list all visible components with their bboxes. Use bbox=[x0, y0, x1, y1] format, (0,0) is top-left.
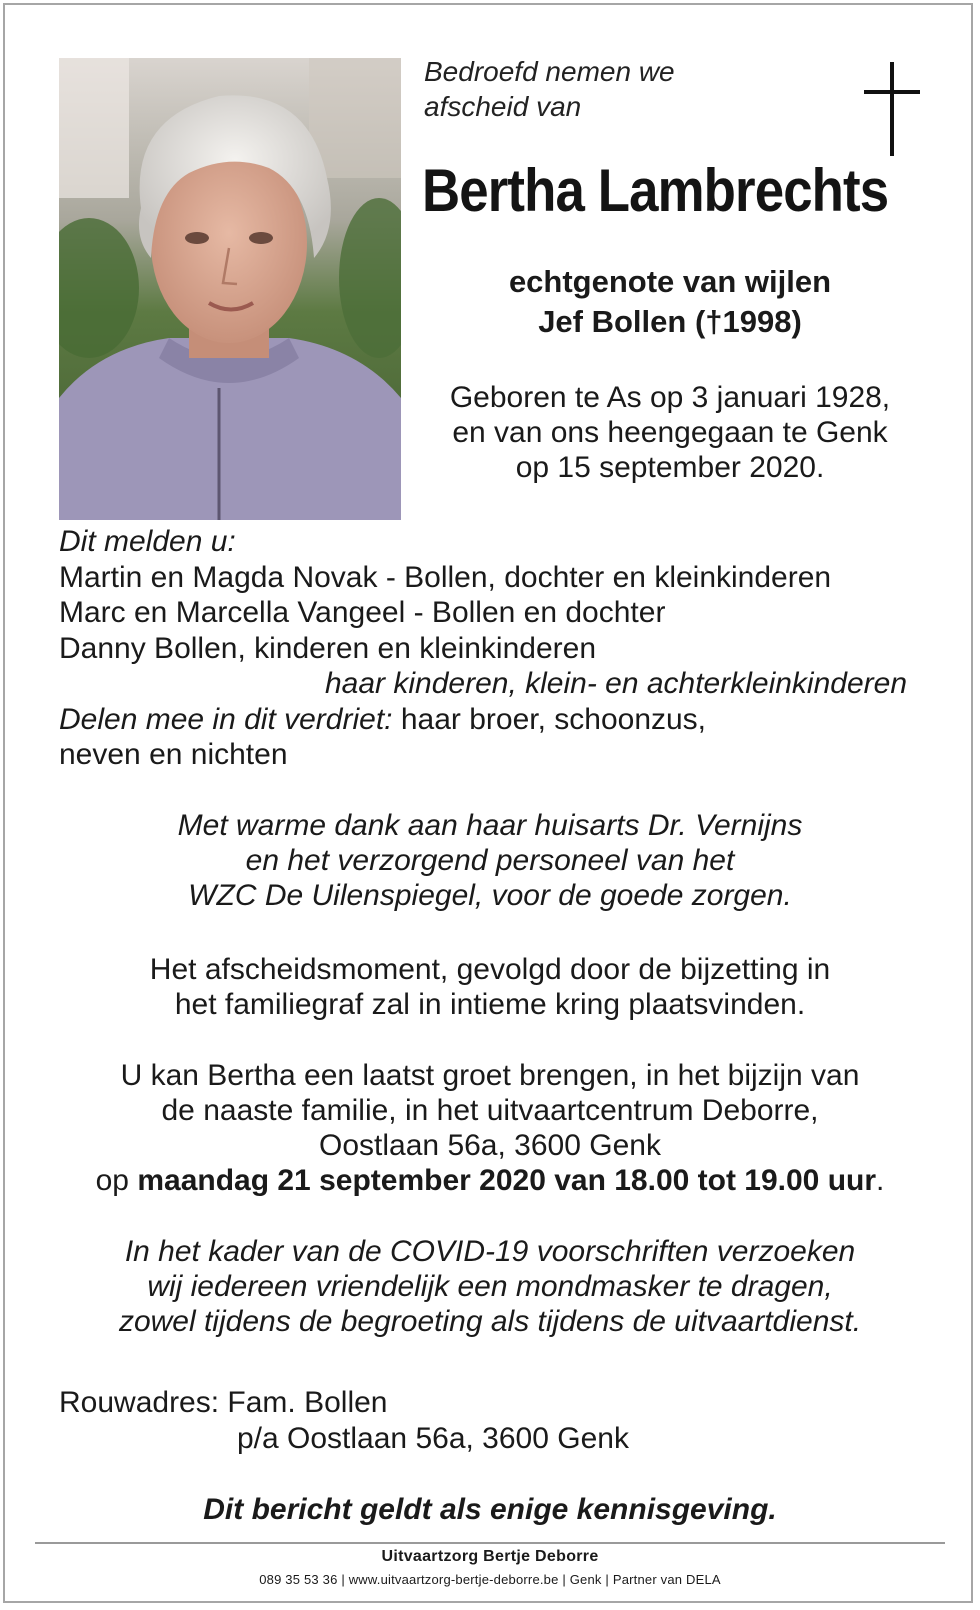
announcer-line: Marc en Marcella Vangeel - Bollen en dochter bbox=[59, 596, 666, 629]
visit-date: maandag 21 september 2020 van 18.00 tot 19.00 uur bbox=[137, 1164, 877, 1197]
footer-divider bbox=[35, 1542, 945, 1544]
announcers-section bbox=[59, 524, 907, 773]
thanks-line: en het verzorgend personeel van het bbox=[245, 844, 735, 877]
covid-line: wij iedereen vriendelijk een mondmasker te dragen, bbox=[147, 1270, 833, 1303]
share-label: Delen mee in dit verdriet: bbox=[59, 702, 393, 736]
portrait-photo bbox=[59, 58, 401, 520]
visit-line: de naaste familie, in het uitvaartcentrum Deborre, bbox=[161, 1094, 819, 1127]
family-line: haar kinderen, klein- en achterkleinkinderen bbox=[325, 667, 908, 700]
thanks-line: WZC De Uilenspiegel, voor de goede zorgen. bbox=[188, 879, 792, 912]
intro-line: Bedroefd nemen we bbox=[424, 56, 675, 87]
mourning-address bbox=[59, 1385, 629, 1457]
share-text: haar broer, schoonzus, bbox=[392, 702, 707, 736]
thanks-section bbox=[20, 808, 960, 913]
announce-heading: Dit melden u: bbox=[59, 525, 236, 558]
ceremony-line: Het afscheidsmoment, gevolgd door de bijzetting in bbox=[149, 953, 831, 986]
birth-death-line: en van ons heengegaan te Genk bbox=[452, 416, 888, 449]
address-line: p/a Oostlaan 56a, 3600 Genk bbox=[237, 1422, 629, 1455]
birth-death-line: Geboren te As op 3 januari 1928, bbox=[449, 381, 891, 414]
address-line: Rouwadres: Fam. Bollen bbox=[59, 1386, 388, 1419]
covid-line: zowel tijdens de begroeting als tijdens de uitvaartdienst. bbox=[118, 1305, 862, 1338]
spouse-line: echtgenote van wijlen bbox=[508, 264, 832, 299]
visitation-section bbox=[20, 1058, 960, 1198]
funeral-company-name: Uitvaartzorg Bertje Deborre bbox=[381, 1548, 599, 1565]
announcer-line: Martin en Magda Novak - Bollen, dochter en kleinkinderen bbox=[59, 560, 832, 594]
notice-text: Dit bericht geldt als enige kennisgeving. bbox=[203, 1493, 777, 1526]
share-line-2: neven en nichten bbox=[59, 738, 288, 771]
covid-notice bbox=[20, 1234, 960, 1339]
visit-prefix: op bbox=[95, 1164, 138, 1197]
visit-line: U kan Bertha een laatst groet brengen, in het bijzijn van bbox=[120, 1059, 860, 1092]
visit-suffix: . bbox=[876, 1164, 885, 1197]
visit-date-line bbox=[20, 1163, 960, 1198]
deceased-name: Bertha Lambrechts bbox=[422, 157, 889, 224]
intro-text bbox=[424, 54, 675, 124]
announcer-line: Danny Bollen, kinderen en kleinkinderen bbox=[59, 631, 597, 665]
funeral-company-contact: 089 35 53 36 | www.uitvaartzorg-bertje-deborre.be | Genk | Partner van DELA bbox=[259, 1572, 721, 1587]
birth-death-line: op 15 september 2020. bbox=[515, 451, 825, 484]
spouse-info bbox=[440, 262, 900, 342]
ceremony-line: het familiegraf zal in intieme kring plaatsvinden. bbox=[174, 988, 806, 1021]
covid-line: In het kader van de COVID-19 voorschriften verzoeken bbox=[124, 1235, 856, 1268]
cross-icon bbox=[864, 62, 920, 156]
birth-death-info bbox=[420, 380, 920, 485]
intro-line: afscheid van bbox=[424, 91, 582, 122]
spouse-line: Jef Bollen (†1998) bbox=[538, 304, 802, 339]
thanks-line: Met warme dank aan haar huisarts Dr. Vernijns bbox=[177, 809, 803, 842]
visit-line: Oostlaan 56a, 3600 Genk bbox=[319, 1129, 661, 1162]
ceremony-section bbox=[20, 952, 960, 1022]
share-line bbox=[59, 702, 907, 738]
